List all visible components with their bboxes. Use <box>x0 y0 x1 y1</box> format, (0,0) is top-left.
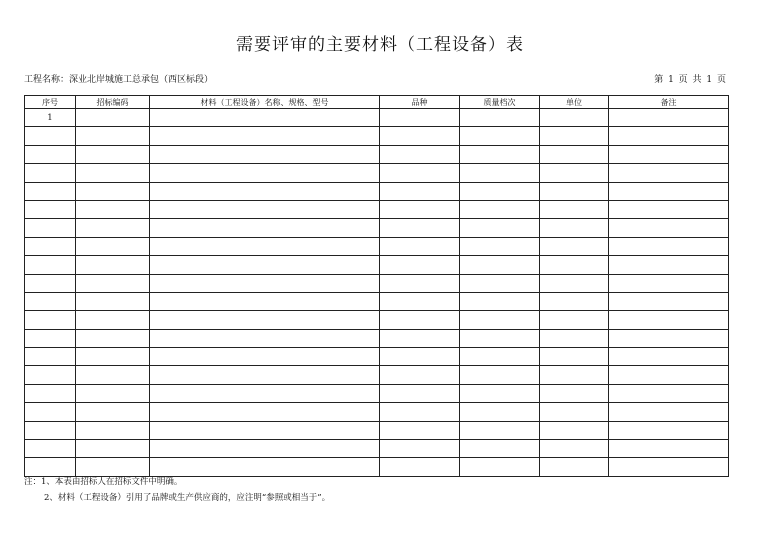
table-cell <box>380 311 460 329</box>
table-cell <box>380 403 460 421</box>
page-number: 第 1 页 共 1 页 <box>654 75 726 85</box>
table-cell <box>540 274 609 292</box>
table-cell <box>76 182 150 200</box>
table-cell <box>380 145 460 163</box>
table-cell <box>25 145 76 163</box>
table-cell <box>540 237 609 255</box>
table-row <box>25 292 729 310</box>
table-cell <box>150 440 380 458</box>
table-row <box>25 164 729 182</box>
column-header-quality: 质量档次 <box>460 96 540 109</box>
table-row <box>25 421 729 439</box>
table-cell <box>25 311 76 329</box>
table-cell <box>76 164 150 182</box>
table-cell <box>609 421 729 439</box>
table-cell <box>460 127 540 145</box>
table-cell <box>25 366 76 384</box>
table-cell <box>460 403 540 421</box>
table-cell <box>25 384 76 402</box>
table-cell <box>25 403 76 421</box>
table-cell <box>25 127 76 145</box>
table-cell <box>25 421 76 439</box>
table-cell <box>460 440 540 458</box>
table-cell <box>25 182 76 200</box>
table-cell <box>540 145 609 163</box>
table-cell <box>540 384 609 402</box>
table-cell <box>150 200 380 218</box>
table-cell <box>25 256 76 274</box>
table-cell <box>460 164 540 182</box>
table-cell <box>150 403 380 421</box>
table-cell <box>460 274 540 292</box>
table-row <box>25 311 729 329</box>
table-header-row <box>25 96 729 109</box>
table-cell <box>540 440 609 458</box>
table-cell <box>380 458 460 476</box>
table-cell <box>25 329 76 347</box>
table-cell <box>540 348 609 366</box>
table-cell <box>540 164 609 182</box>
table-row <box>25 348 729 366</box>
table-cell <box>540 182 609 200</box>
table-cell <box>76 311 150 329</box>
table-cell <box>76 200 150 218</box>
column-header-unit: 单位 <box>540 96 609 109</box>
table-row <box>25 440 729 458</box>
table-cell <box>609 311 729 329</box>
table-cell <box>540 219 609 237</box>
table-cell <box>540 311 609 329</box>
table-cell <box>380 421 460 439</box>
table-cell <box>380 348 460 366</box>
table-cell <box>76 145 150 163</box>
table-cell <box>150 127 380 145</box>
table-cell <box>150 421 380 439</box>
column-header-variety: 品种 <box>380 96 460 109</box>
table-row <box>25 366 729 384</box>
table-cell <box>25 292 76 310</box>
table-cell <box>150 329 380 347</box>
table-cell <box>540 200 609 218</box>
table-row <box>25 109 729 127</box>
table-row <box>25 329 729 347</box>
table-cell <box>540 127 609 145</box>
table-cell <box>380 274 460 292</box>
table-cell <box>460 292 540 310</box>
table-cell <box>540 329 609 347</box>
table-cell <box>460 237 540 255</box>
table-cell <box>150 164 380 182</box>
table-cell <box>150 237 380 255</box>
table-row <box>25 200 729 218</box>
table-cell <box>460 182 540 200</box>
project-name: 工程名称：深业北岸城施工总承包（西区标段） <box>24 75 214 85</box>
table-body <box>25 109 729 477</box>
table-cell <box>609 109 729 127</box>
table-cell <box>150 366 380 384</box>
table-cell <box>76 329 150 347</box>
footnote-1: 注：1、本表由招标人在招标文件中明确。 <box>24 477 183 487</box>
table-cell <box>76 292 150 310</box>
footnote-2: 2、材料（工程设备）引用了品牌或生产供应商的，应注明“参照或相当于”。 <box>44 493 331 503</box>
table-cell <box>150 274 380 292</box>
table-cell <box>609 403 729 421</box>
table-cell <box>76 237 150 255</box>
table-cell <box>380 292 460 310</box>
column-header-material: 材料（工程设备）名称、规格、型号 <box>150 96 380 109</box>
table-cell <box>25 237 76 255</box>
table-cell <box>460 145 540 163</box>
table-row <box>25 256 729 274</box>
table-cell <box>76 403 150 421</box>
table-cell <box>150 256 380 274</box>
table-cell <box>540 292 609 310</box>
table-row <box>25 127 729 145</box>
table-cell <box>76 109 150 127</box>
table-cell <box>609 219 729 237</box>
table-cell <box>76 348 150 366</box>
table-cell <box>460 384 540 402</box>
table-cell <box>609 348 729 366</box>
column-header-index: 序号 <box>25 96 76 109</box>
table-cell <box>460 366 540 384</box>
table-cell <box>540 109 609 127</box>
table-cell <box>25 274 76 292</box>
table-cell <box>380 256 460 274</box>
table-cell <box>609 200 729 218</box>
column-header-remarks: 备注 <box>609 96 729 109</box>
table-cell <box>380 109 460 127</box>
table-cell <box>460 200 540 218</box>
table-cell <box>460 458 540 476</box>
table-cell <box>150 384 380 402</box>
table-row <box>25 274 729 292</box>
table-cell <box>150 109 380 127</box>
table-cell <box>609 256 729 274</box>
table-cell <box>460 348 540 366</box>
table-cell <box>76 366 150 384</box>
table-cell <box>460 109 540 127</box>
table-cell <box>609 182 729 200</box>
table-cell <box>609 384 729 402</box>
table-cell <box>150 348 380 366</box>
table-cell <box>380 384 460 402</box>
table-cell <box>25 200 76 218</box>
table-cell <box>609 274 729 292</box>
table-cell <box>76 274 150 292</box>
table-cell <box>540 366 609 384</box>
table-cell <box>460 421 540 439</box>
table-cell <box>609 366 729 384</box>
table-row <box>25 384 729 402</box>
table-cell <box>76 440 150 458</box>
table-cell <box>460 256 540 274</box>
table-cell <box>380 182 460 200</box>
table-cell <box>76 256 150 274</box>
table-cell <box>76 127 150 145</box>
footnotes <box>24 474 330 506</box>
table-cell <box>150 145 380 163</box>
table-cell <box>25 348 76 366</box>
table-row <box>25 403 729 421</box>
table-cell <box>380 237 460 255</box>
table-cell <box>609 127 729 145</box>
table-cell <box>25 164 76 182</box>
table-row <box>25 219 729 237</box>
table-cell <box>380 200 460 218</box>
column-header-code: 招标编码 <box>76 96 150 109</box>
materials-table <box>24 95 729 477</box>
table-cell <box>540 403 609 421</box>
table-cell <box>609 292 729 310</box>
table-cell <box>76 421 150 439</box>
table-cell <box>609 164 729 182</box>
table-cell <box>150 311 380 329</box>
table-cell <box>380 366 460 384</box>
table-row <box>25 182 729 200</box>
table-cell <box>609 237 729 255</box>
table-cell <box>25 440 76 458</box>
table-cell <box>76 384 150 402</box>
table-cell <box>460 329 540 347</box>
table-cell <box>460 219 540 237</box>
table-cell <box>540 421 609 439</box>
table-cell <box>609 145 729 163</box>
table-cell <box>380 440 460 458</box>
document-title: 需要评审的主要材料（工程设备）表 <box>236 35 524 55</box>
table-cell <box>380 127 460 145</box>
table-cell <box>540 458 609 476</box>
table-cell <box>380 329 460 347</box>
table-cell <box>150 182 380 200</box>
table-cell <box>380 164 460 182</box>
table-row <box>25 237 729 255</box>
table-cell <box>460 311 540 329</box>
table-cell <box>609 440 729 458</box>
table-cell <box>380 219 460 237</box>
table-cell: 1 <box>25 109 76 127</box>
table-cell <box>540 256 609 274</box>
table-cell <box>76 219 150 237</box>
table-cell <box>25 219 76 237</box>
table-cell <box>150 292 380 310</box>
table-row <box>25 145 729 163</box>
table-cell <box>150 219 380 237</box>
table-cell <box>609 458 729 476</box>
table-cell <box>609 329 729 347</box>
